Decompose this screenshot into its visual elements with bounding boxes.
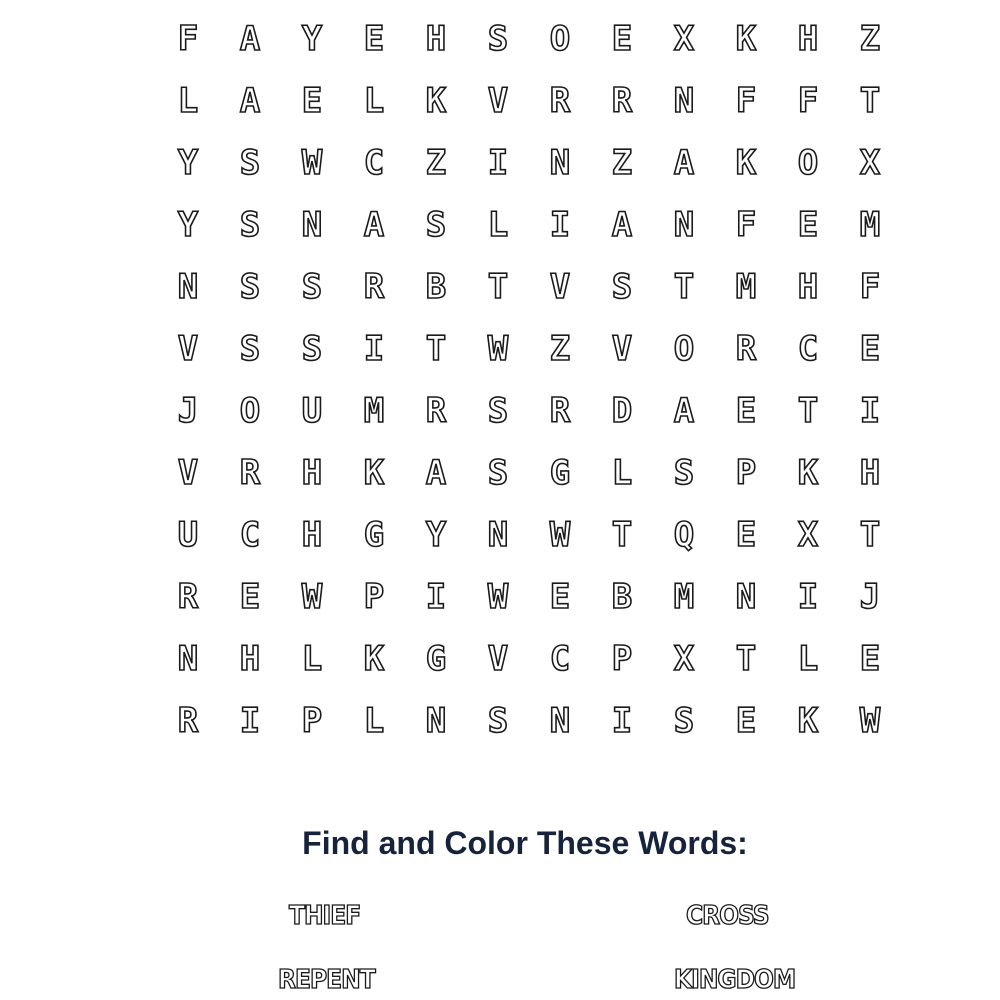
word-list-item: THIEF — [289, 901, 361, 931]
grid-letter-cell[interactable]: P — [611, 639, 633, 679]
grid-letter-cell[interactable]: J — [177, 391, 199, 431]
grid-letter-cell[interactable]: E — [363, 19, 385, 59]
grid-letter-cell[interactable]: H — [239, 639, 261, 679]
grid-letter-cell[interactable]: T — [611, 515, 633, 555]
grid-letter-cell[interactable]: G — [425, 639, 447, 679]
grid-letter-cell[interactable]: E — [735, 391, 757, 431]
grid-letter-cell[interactable]: P — [301, 701, 323, 741]
grid-letter-cell[interactable]: J — [859, 577, 881, 617]
grid-letter-cell[interactable]: N — [673, 81, 695, 121]
grid-letter-cell[interactable]: T — [797, 391, 819, 431]
grid-letter-cell[interactable]: M — [673, 577, 695, 617]
grid-letter-cell[interactable]: Y — [301, 19, 323, 59]
grid-letter-cell[interactable]: T — [859, 81, 881, 121]
grid-letter-cell[interactable]: S — [487, 453, 509, 493]
grid-letter-cell[interactable]: S — [239, 267, 261, 307]
grid-letter-cell[interactable]: S — [301, 267, 323, 307]
grid-letter-cell[interactable]: S — [301, 329, 323, 369]
grid-letter-cell[interactable]: Z — [859, 19, 881, 59]
grid-letter-cell[interactable]: E — [735, 701, 757, 741]
grid-letter-cell[interactable]: T — [487, 267, 509, 307]
grid-letter-cell[interactable]: L — [363, 701, 385, 741]
grid-letter-cell[interactable]: E — [301, 81, 323, 121]
grid-letter-cell[interactable]: A — [673, 143, 695, 183]
grid-letter-cell[interactable]: S — [673, 453, 695, 493]
grid-letter-cell[interactable]: V — [611, 329, 633, 369]
word-list-item: CROSS — [686, 901, 769, 931]
grid-letter-cell[interactable]: I — [797, 577, 819, 617]
grid-letter-cell[interactable]: L — [487, 205, 509, 245]
grid-letter-cell[interactable]: R — [177, 701, 199, 741]
grid-letter-cell[interactable]: Z — [425, 143, 447, 183]
grid-letter-cell[interactable]: F — [797, 81, 819, 121]
grid-letter-cell[interactable]: V — [177, 453, 199, 493]
grid-letter-cell[interactable]: T — [859, 515, 881, 555]
grid-letter-cell[interactable]: N — [177, 639, 199, 679]
grid-letter-cell[interactable]: S — [673, 701, 695, 741]
grid-letter-cell[interactable]: O — [673, 329, 695, 369]
grid-letter-cell[interactable]: S — [611, 267, 633, 307]
grid-letter-cell[interactable]: I — [425, 577, 447, 617]
grid-letter-cell[interactable]: H — [797, 267, 819, 307]
grid-letter-cell[interactable]: H — [301, 453, 323, 493]
grid-letter-cell[interactable]: V — [487, 81, 509, 121]
grid-letter-cell[interactable]: R — [425, 391, 447, 431]
grid-letter-cell[interactable]: V — [177, 329, 199, 369]
grid-letter-cell[interactable]: C — [549, 639, 571, 679]
grid-letter-cell[interactable]: A — [673, 391, 695, 431]
grid-letter-cell[interactable]: Z — [611, 143, 633, 183]
grid-letter-cell[interactable]: N — [301, 205, 323, 245]
grid-letter-cell[interactable]: K — [735, 143, 757, 183]
grid-letter-cell[interactable]: K — [735, 19, 757, 59]
grid-letter-cell[interactable]: P — [363, 577, 385, 617]
grid-letter-cell[interactable]: Q — [673, 515, 695, 555]
grid-letter-cell[interactable]: I — [549, 205, 571, 245]
grid-letter-cell[interactable]: R — [735, 329, 757, 369]
grid-letter-cell[interactable]: M — [859, 205, 881, 245]
grid-letter-cell[interactable]: N — [177, 267, 199, 307]
grid-letter-cell[interactable]: F — [859, 267, 881, 307]
grid-letter-cell[interactable]: N — [549, 701, 571, 741]
grid-letter-cell[interactable]: X — [797, 515, 819, 555]
grid-letter-cell[interactable]: R — [363, 267, 385, 307]
grid-letter-cell[interactable]: H — [859, 453, 881, 493]
grid-letter-cell[interactable]: N — [549, 143, 571, 183]
grid-letter-cell[interactable]: K — [797, 453, 819, 493]
grid-letter-cell[interactable]: M — [363, 391, 385, 431]
grid-letter-cell[interactable]: A — [239, 81, 261, 121]
grid-letter-cell[interactable]: T — [735, 639, 757, 679]
grid-letter-cell[interactable]: C — [363, 143, 385, 183]
grid-letter-cell[interactable]: T — [425, 329, 447, 369]
grid-letter-cell[interactable]: K — [797, 701, 819, 741]
grid-letter-cell[interactable]: E — [735, 515, 757, 555]
grid-letter-cell[interactable]: O — [797, 143, 819, 183]
word-list-item: KINGDOM — [674, 965, 796, 995]
grid-letter-cell[interactable]: I — [859, 391, 881, 431]
grid-letter-cell[interactable]: E — [859, 639, 881, 679]
grid-letter-cell[interactable]: H — [797, 19, 819, 59]
grid-letter-cell[interactable]: W — [487, 329, 509, 369]
grid-letter-cell[interactable]: A — [611, 205, 633, 245]
grid-letter-cell[interactable]: I — [487, 143, 509, 183]
grid-letter-cell[interactable]: E — [611, 19, 633, 59]
grid-letter-cell[interactable]: X — [859, 143, 881, 183]
grid-letter-cell[interactable]: R — [239, 453, 261, 493]
grid-letter-cell[interactable]: R — [177, 577, 199, 617]
grid-letter-cell[interactable]: L — [363, 81, 385, 121]
grid-letter-cell[interactable]: L — [797, 639, 819, 679]
grid-letter-cell[interactable]: O — [549, 19, 571, 59]
grid-letter-cell[interactable]: S — [487, 701, 509, 741]
grid-letter-cell[interactable]: S — [487, 19, 509, 59]
grid-letter-cell[interactable]: C — [239, 515, 261, 555]
grid-letter-cell[interactable]: H — [425, 19, 447, 59]
grid-letter-cell[interactable]: M — [735, 267, 757, 307]
grid-letter-cell[interactable]: D — [611, 391, 633, 431]
grid-letter-cell[interactable]: I — [611, 701, 633, 741]
grid-letter-cell[interactable]: C — [797, 329, 819, 369]
grid-letter-cell[interactable]: P — [735, 453, 757, 493]
grid-letter-cell[interactable]: E — [859, 329, 881, 369]
word-list-item: REPENT — [278, 965, 375, 995]
grid-letter-cell[interactable]: S — [239, 329, 261, 369]
grid-letter-cell[interactable]: L — [611, 453, 633, 493]
grid-letter-cell[interactable]: E — [239, 577, 261, 617]
grid-letter-cell[interactable]: N — [735, 577, 757, 617]
grid-letter-cell[interactable]: N — [425, 701, 447, 741]
grid-letter-cell[interactable]: W — [859, 701, 881, 741]
grid-letter-cell[interactable]: R — [549, 81, 571, 121]
grid-letter-cell[interactable]: Y — [177, 205, 199, 245]
word-list-heading: Find and Color These Words: — [302, 825, 748, 861]
grid-letter-cell[interactable]: Z — [549, 329, 571, 369]
grid-letter-cell[interactable]: S — [487, 391, 509, 431]
grid-letter-cell[interactable]: A — [239, 19, 261, 59]
grid-letter-cell[interactable]: W — [301, 577, 323, 617]
grid-letter-cell[interactable]: U — [177, 515, 199, 555]
grid-letter-cell[interactable]: V — [487, 639, 509, 679]
grid-letter-cell[interactable]: G — [549, 453, 571, 493]
grid-letter-cell[interactable]: K — [425, 81, 447, 121]
grid-letter-cell[interactable]: N — [673, 205, 695, 245]
grid-letter-cell[interactable]: A — [363, 205, 385, 245]
grid-letter-cell[interactable]: E — [549, 577, 571, 617]
grid-letter-cell[interactable]: Y — [425, 515, 447, 555]
grid-letter-cell[interactable]: L — [301, 639, 323, 679]
grid-letter-cell[interactable]: N — [487, 515, 509, 555]
grid-letter-cell[interactable]: K — [363, 453, 385, 493]
grid-letter-cell[interactable]: I — [363, 329, 385, 369]
grid-letter-cell[interactable]: B — [425, 267, 447, 307]
grid-letter-cell[interactable]: H — [301, 515, 323, 555]
grid-letter-cell[interactable]: X — [673, 19, 695, 59]
grid-letter-cell[interactable]: W — [549, 515, 571, 555]
grid-letter-cell[interactable]: O — [239, 391, 261, 431]
grid-letter-cell[interactable]: Y — [177, 143, 199, 183]
grid-letter-cell[interactable]: X — [673, 639, 695, 679]
grid-letter-cell[interactable]: U — [301, 391, 323, 431]
grid-letter-cell[interactable]: K — [363, 639, 385, 679]
grid-letter-cell[interactable]: G — [363, 515, 385, 555]
grid-letter-cell[interactable]: B — [611, 577, 633, 617]
grid-letter-cell[interactable]: R — [549, 391, 571, 431]
grid-letter-cell[interactable]: V — [549, 267, 571, 307]
grid-letter-cell[interactable]: I — [239, 701, 261, 741]
grid-letter-cell[interactable]: F — [177, 19, 199, 59]
grid-letter-cell[interactable]: L — [177, 81, 199, 121]
grid-letter-cell[interactable]: R — [611, 81, 633, 121]
grid-letter-cell[interactable]: W — [487, 577, 509, 617]
grid-letter-cell[interactable]: E — [797, 205, 819, 245]
grid-letter-cell[interactable]: T — [673, 267, 695, 307]
word-search-grid — [157, 8, 901, 752]
grid-letter-cell[interactable]: F — [735, 205, 757, 245]
grid-letter-cell[interactable]: A — [425, 453, 447, 493]
grid-letter-cell[interactable]: S — [239, 205, 261, 245]
grid-letter-cell[interactable]: F — [735, 81, 757, 121]
grid-letter-cell[interactable]: W — [301, 143, 323, 183]
grid-letter-cell[interactable]: S — [239, 143, 261, 183]
grid-letter-cell[interactable]: S — [425, 205, 447, 245]
